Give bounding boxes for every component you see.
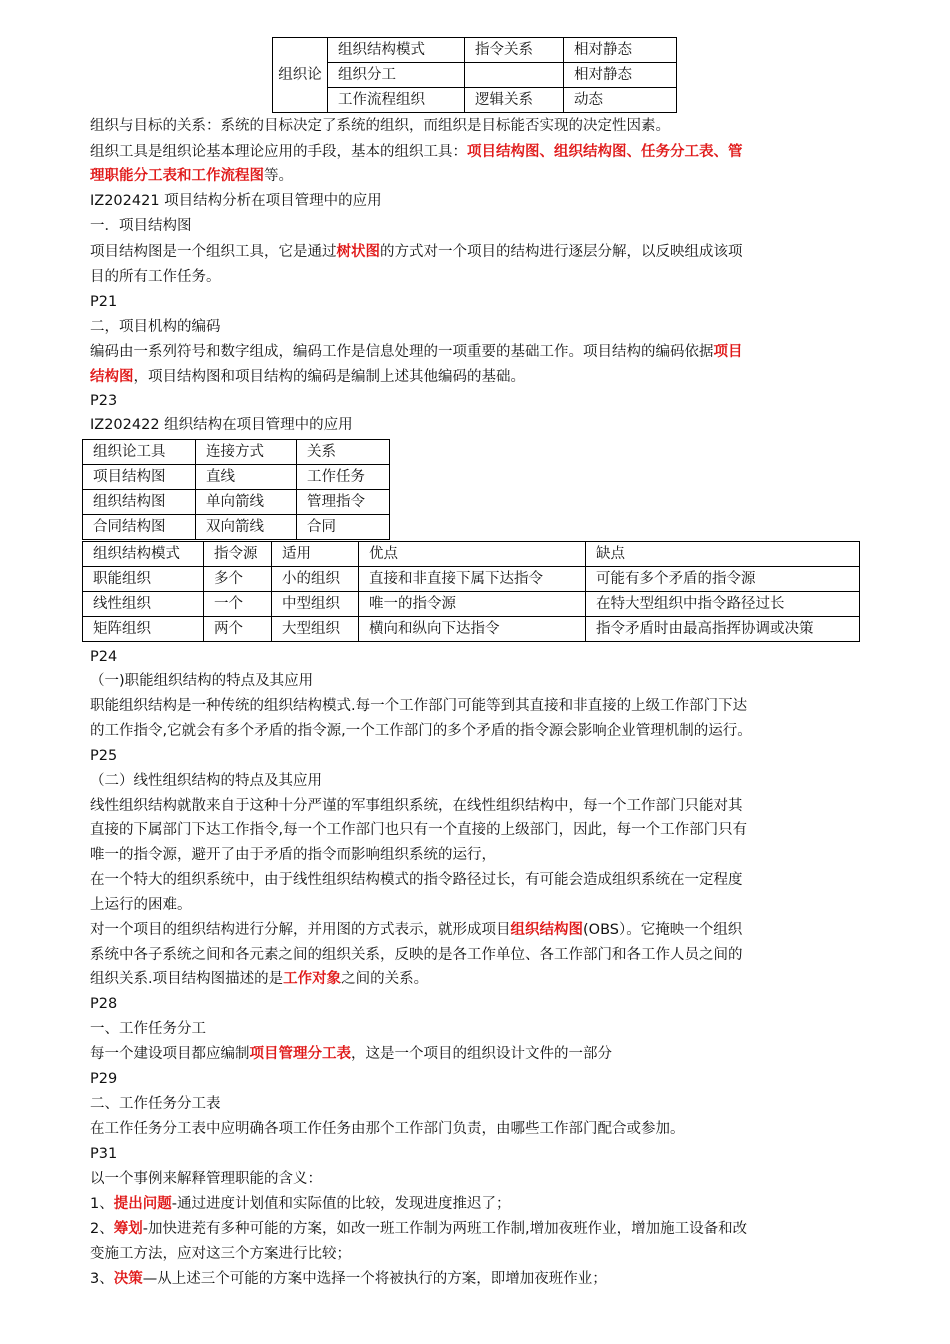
table-cell: 动态 [564,88,677,113]
highlight-text: 项目 [713,344,743,360]
table-cell: 工作任务 [297,465,390,490]
section-heading: 一．项目结构图 [90,218,192,234]
section-heading: IZ202421 项目结构分析在项目管理中的应用 [90,193,382,209]
table-header-cell: 缺点 [586,542,860,567]
paragraph-line [90,240,743,265]
table-header-cell: 适用 [272,542,359,567]
table-header-row [83,542,860,567]
table-header-cell: 连接方式 [196,440,297,465]
paragraph-line: 的工作指令,它就会有多个矛盾的指令源,一个工作部门的多个矛盾的指令源会影响企业管理机制的运行。 [90,723,752,739]
highlight-text: 工作对象 [283,971,342,987]
section-heading: （二）线性组织结构的特点及其应用 [90,773,322,789]
text-span: 之间的关系。 [341,971,429,987]
table-cell: 工作流程组织 [328,88,465,113]
text-span: 组织关系.项目结构图描述的是 [90,971,284,987]
text-span: 组织工具是组织论基本理论应用的手段，基本的组织工具： [90,144,467,160]
paragraph-line: 变施工方法，应对这三个方案进行比较； [90,1246,351,1262]
table-cell: 逻辑关系 [465,88,564,113]
paragraph-line [90,918,742,943]
text-span: -加快进茺有多种可能的方案，如改一班工作制为两班工作制,增加夜班作业，增加施工设备和改 [142,1221,748,1237]
table-row [83,592,860,617]
table-cell: 相对静态 [564,38,677,63]
table-cell: 合同 [297,515,390,540]
section-heading: 二，项目机构的编码 [90,319,221,335]
paragraph-line: 线性组织结构就散来自于这种十分严谨的军事组织系统，在线性组织结构中，每一个工作部门只能对其 [90,798,743,814]
paragraph-line [90,967,428,992]
paragraph-line: 唯一的指令源，避开了由于矛盾的指令而影响组织系统的运行， [90,847,496,863]
table-cell: 指令矛盾时由最高指挥协调或决策 [586,617,860,642]
text-span: 等。 [264,168,293,184]
table-header-cell: 指令源 [204,542,272,567]
paragraph-line [90,365,525,390]
table-header-cell: 组织结构模式 [83,542,204,567]
section-heading: IZ202422 组织结构在项目管理中的应用 [90,417,353,433]
paragraph-line: 组织与目标的关系：系统的目标决定了系统的组织，而组织是目标能否实现的决定性因素。 [90,118,670,134]
table-cell: 项目结构图 [83,465,196,490]
table-cell: 职能组织 [83,567,204,592]
paragraph-line [90,1042,612,1067]
text-span: —从上述三个可能的方案中选择一个将被执行的方案，即增加夜班作业； [142,1271,607,1287]
text-span: -通过进度计划值和实际值的比较，发现进度推迟了； [171,1196,511,1212]
text-span: 对一个项目的组织结构进行分解，并用图的方式表示，就形成项目 [90,922,511,938]
table-cell: 组织分工 [328,63,465,88]
page-ref: P29 [90,1071,118,1087]
highlight-text: 结构图 [90,369,134,385]
table-header-row [83,440,390,465]
table-cell: 合同结构图 [83,515,196,540]
text-span: ，这是一个项目的组织设计文件的一部分 [351,1046,612,1062]
table-header-cell: 优点 [359,542,586,567]
table-cell: 小的组织 [272,567,359,592]
table-row [83,465,390,490]
table-cell: 两个 [204,617,272,642]
page-ref: P21 [90,294,118,310]
text-span: 编码由一系列符号和数字组成，编码工作是信息处理的一项重要的基础工作。项目结构的编码依据 [90,344,714,360]
text-span: 的方式对一个项目的结构进行逐层分解，以反映组成该项 [380,244,743,260]
text-span: 3、 [90,1271,114,1287]
paragraph-line: 直接的下属部门下达工作指令,每一个工作部门也只有一个直接的上级部门，因此，每一个工作部门只有 [90,822,748,838]
highlight-text: 筹划 [113,1221,143,1237]
table-row [273,88,677,113]
table-cell: 直线 [196,465,297,490]
paragraph-line: 上运行的困难。 [90,897,192,913]
page-ref: P28 [90,996,118,1012]
table-row [83,617,860,642]
table-row [83,515,390,540]
table-cell: 组织结构图 [83,490,196,515]
list-item [90,1217,747,1242]
highlight-text: 项目管理分工表 [249,1046,351,1062]
paragraph-line [90,340,743,365]
table-cell: 单向箭线 [196,490,297,515]
org-tools-table [82,439,390,540]
table-cell: 相对静态 [564,63,677,88]
text-span: 项目结构图是一个组织工具，它是通过 [90,244,337,260]
paragraph-line: 目的所有工作任务。 [90,269,221,285]
table-header-cell: 组织论工具 [83,440,196,465]
table-row [273,63,677,88]
table-header-cell: 关系 [297,440,390,465]
table-row [83,490,390,515]
table-cell [465,63,564,88]
list-item [90,1267,607,1292]
page-ref: P31 [90,1146,118,1162]
table-cell: 可能有多个矛盾的指令源 [586,567,860,592]
org-structure-modes-table [82,541,860,642]
table-cell: 管理指令 [297,490,390,515]
table-cell: 指令关系 [465,38,564,63]
table-cell: 唯一的指令源 [359,592,586,617]
text-span: 2、 [90,1221,114,1237]
page-ref: P24 [90,649,118,665]
section-heading: （一)职能组织结构的特点及其应用 [90,673,314,689]
section-heading: 二、工作任务分工表 [90,1096,221,1112]
table-cell: 组织结构模式 [328,38,465,63]
table-cell: 在特大型组织中指令路径过长 [586,592,860,617]
highlight-text: 组织结构图 [510,922,583,938]
text-span: ，项目结构图和项目结构的编码是编制上述其他编码的基础。 [133,369,525,385]
paragraph-line: 系统中各子系统之间和各元素之间的组织关系，反映的是各工作单位、各工作部门和各工作人员之间的 [90,947,743,963]
table-row [83,567,860,592]
highlight-text: 决策 [113,1271,143,1287]
organization-theory-table [272,37,677,113]
table-cell: 一个 [204,592,272,617]
table-cell: 线性组织 [83,592,204,617]
table-cell: 大型组织 [272,617,359,642]
highlight-text: 提出问题 [113,1196,172,1212]
table-cell: 横向和纵向下达指令 [359,617,586,642]
page-ref: P25 [90,748,118,764]
table-cell: 直接和非直接下属下达指令 [359,567,586,592]
paragraph-line: 以一个事例来解释管理职能的含义： [90,1171,322,1187]
paragraph-line: 职能组织结构是一种传统的组织结构模式.每一个工作部门可能等到其直接和非直接的上级工作部门下达 [90,698,748,714]
section-heading: 一、工作任务分工 [90,1021,206,1037]
paragraph-line: 在一个特大的组织系统中，由于线性组织结构模式的指令路径过长，有可能会造成组织系统在一定程度 [90,872,743,888]
text-span: 1、 [90,1196,114,1212]
table-cell: 矩阵组织 [83,617,204,642]
highlight-text: 理职能分工表和工作流程图 [90,168,264,184]
highlight-text: 树状图 [336,244,380,260]
highlight-text: 项目结构图、组织结构图、任务分工表、管 [467,144,743,160]
table-cell: 多个 [204,567,272,592]
paragraph-line [90,164,293,189]
table-row-header: 组织论 [273,38,328,113]
text-span: (OBS）。它掩映一个组织 [583,922,743,938]
text-span: 每一个建设项目都应编制 [90,1046,250,1062]
list-item [90,1192,510,1217]
paragraph-line [90,140,743,165]
table-row [273,38,677,63]
table-cell: 双向箭线 [196,515,297,540]
paragraph-line: 在工作任务分工表中应明确各项工作任务由那个工作部门负责，由哪些工作部门配合或参加。 [90,1121,685,1137]
page-ref: P23 [90,393,118,409]
table-cell: 中型组织 [272,592,359,617]
